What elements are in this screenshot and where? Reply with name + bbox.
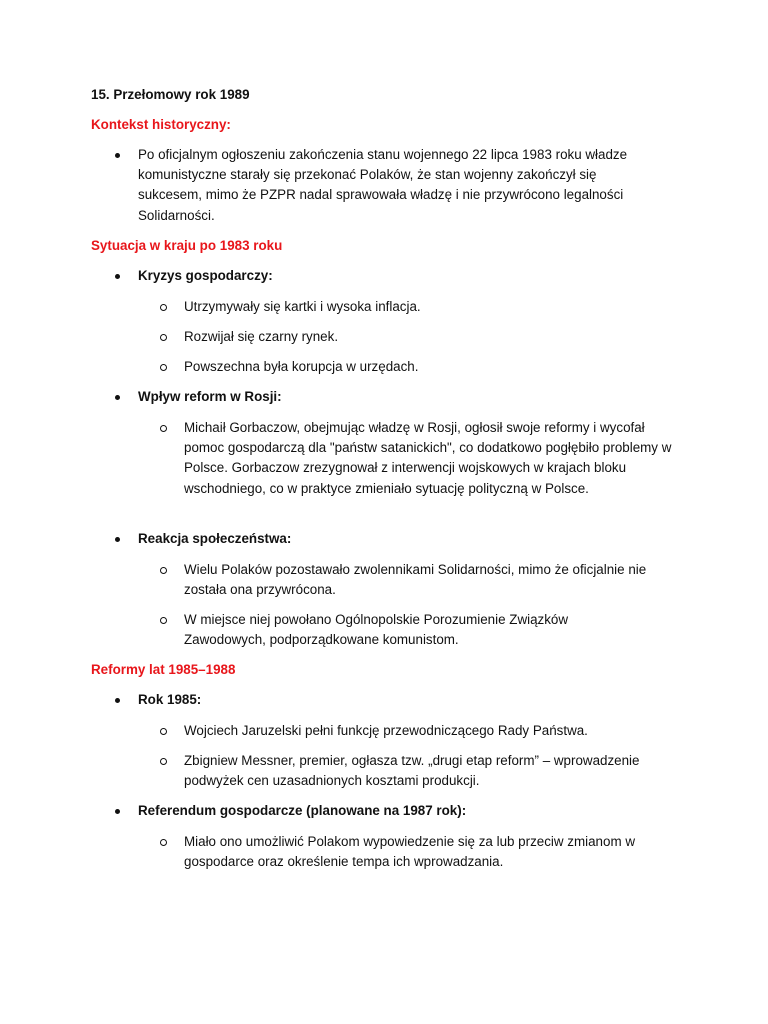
bullet-circle <box>160 758 167 765</box>
bullet-circle <box>160 839 167 846</box>
subheading-reakcja: Reakcja społeczeństwa: <box>138 531 292 546</box>
subheading-referendum: Referendum gospodarcze (planowane na 1987 rok): <box>138 803 467 818</box>
list-item: Wielu Polaków pozostawało zwolennikami Solidarności, mimo że oficjalnie nie została ona przywrócona. <box>184 562 647 598</box>
list-item: W miejsce niej powołano Ogólnopolskie Porozumienie Związków Zawodowych, podporządkowane komunistom. <box>184 612 569 648</box>
bullet-dot <box>115 395 120 400</box>
list-item: Michaił Gorbaczow, obejmując władzę w Rosji, ogłosił swoje reformy i wycofał pomoc gospodarczą dla "państw satanickich", co dodatkowo pogłębiło problemy w Polsce. Gorbaczow zrezygnował z interwencji wojskowych w krajach bloku wschodniego, co w praktyce zmieniało sytuację polityczną w Polsce. <box>184 420 672 496</box>
bullet-dot <box>115 153 120 158</box>
bullet-circle <box>160 728 167 735</box>
bullet-circle <box>160 334 167 341</box>
page-title: 15. Przełomowy rok 1989 <box>91 87 250 102</box>
bullet-dot <box>115 274 120 279</box>
list-item: Zbigniew Messner, premier, ogłasza tzw. „drugi etap reform” – wprowadzenie podwyżek cen uzasadnionych kosztami produkcji. <box>184 753 640 789</box>
kontekst-bullet: Po oficjalnym ogłoszeniu zakończenia stanu wojennego 22 lipca 1983 roku władze komunistyczne starały się przekonać Polaków, że stan wojenny zakończył się sukcesem, mimo że PZPR nadal sprawowała władzę i nie przywrócono legalności Solidarności. <box>138 147 628 223</box>
section-heading-kontekst: Kontekst historyczny: <box>91 117 231 132</box>
bullet-dot <box>115 537 120 542</box>
list-item: Powszechna była korupcja w urzędach. <box>184 359 419 374</box>
list-item: Utrzymywały się kartki i wysoka inflacja. <box>184 299 421 314</box>
bullet-circle <box>160 304 167 311</box>
subheading-kryzys: Kryzys gospodarczy: <box>138 268 273 283</box>
section-heading-reformy: Reformy lat 1985–1988 <box>91 662 236 677</box>
list-item: Rozwijał się czarny rynek. <box>184 329 339 344</box>
section-heading-sytuacja: Sytuacja w kraju po 1983 roku <box>91 238 283 253</box>
list-item: Wojciech Jaruzelski pełni funkcję przewodniczącego Rady Państwa. <box>184 723 588 738</box>
subheading-rok-1985: Rok 1985: <box>138 692 202 707</box>
list-item: Miało ono umożliwić Polakom wypowiedzenie się za lub przeciw zmianom w gospodarce oraz określenie tempa ich wprowadzania. <box>184 834 635 870</box>
bullet-circle <box>160 617 167 624</box>
bullet-dot <box>115 698 120 703</box>
bullet-dot <box>115 809 120 814</box>
bullet-circle <box>160 567 167 574</box>
subheading-wplyw: Wpływ reform w Rosji: <box>138 389 282 404</box>
bullet-circle <box>160 364 167 371</box>
bullet-circle <box>160 425 167 432</box>
